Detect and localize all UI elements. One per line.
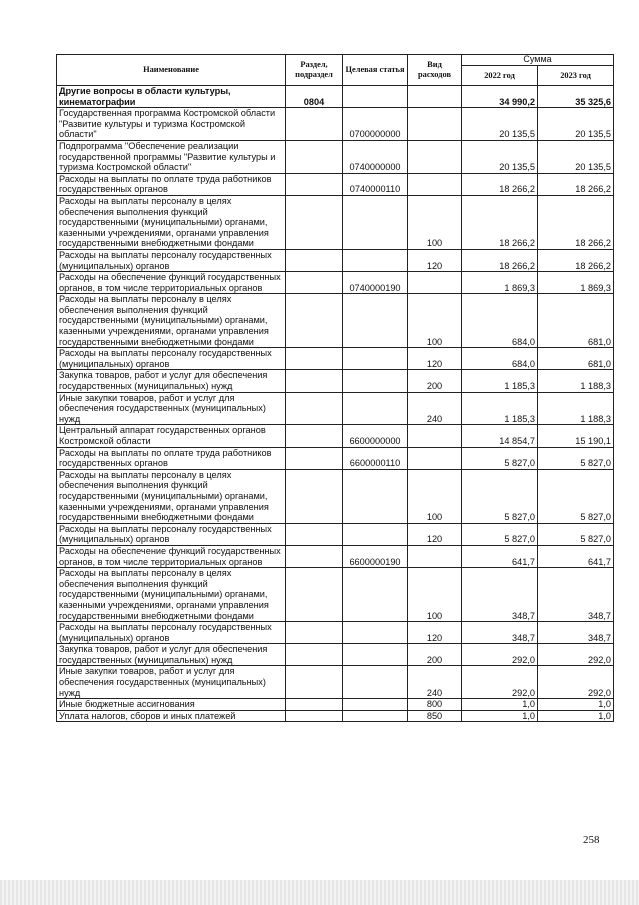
cell-vid [408,86,462,108]
cell-target [343,294,408,348]
cell-section [286,469,343,523]
cell-2022: 18 266,2 [462,249,538,271]
cell-section [286,545,343,567]
cell-name: Расходы на обеспечение функций государственных органов, в том числе территориальных органов [57,545,286,567]
cell-vid [408,108,462,141]
table-row [57,392,614,425]
cell-name: Расходы на выплаты персоналу в целях обеспечения выполнения функций государственными (муниципальными) органами, казенными учреждениями, органами управления государственными внебюджетными фондами [57,294,286,348]
cell-name: Расходы на выплаты персоналу в целях обеспечения выполнения функций государственными (муниципальными) органами, казенными учреждениями, органами управления государственными внебюджетными фондами [57,469,286,523]
cell-2022: 292,0 [462,644,538,666]
header-year-2022: 2022 год [462,66,538,86]
cell-vid [408,140,462,173]
cell-2023: 292,0 [538,666,614,699]
cell-target [343,392,408,425]
cell-section [286,195,343,249]
header-name: Наименование [57,55,286,86]
cell-section [286,622,343,644]
cell-target: 6600000190 [343,545,408,567]
table-row [57,699,614,711]
cell-name: Расходы на выплаты персоналу государственных (муниципальных) органов [57,249,286,271]
cell-name: Расходы на выплаты по оплате труда работников государственных органов [57,447,286,469]
cell-vid: 120 [408,622,462,644]
cell-name: Закупка товаров, работ и услуг для обеспечения государственных (муниципальных) нужд [57,370,286,392]
cell-2022: 684,0 [462,348,538,370]
cell-target: 6600000000 [343,425,408,447]
table-header [57,55,614,86]
cell-target [343,348,408,370]
cell-section [286,140,343,173]
cell-name: Иные бюджетные ассигнования [57,699,286,711]
cell-2023: 18 266,2 [538,173,614,195]
cell-target [343,370,408,392]
cell-2022: 641,7 [462,545,538,567]
cell-name: Расходы на выплаты персоналу государственных (муниципальных) органов [57,622,286,644]
table-row [57,425,614,447]
header-target: Целевая статья [343,55,408,86]
cell-target [343,622,408,644]
cell-name: Иные закупки товаров, работ и услуг для обеспечения государственных (муниципальных) нужд [57,666,286,699]
cell-target [343,469,408,523]
cell-section [286,447,343,469]
cell-vid: 240 [408,392,462,425]
cell-2022: 20 135,5 [462,140,538,173]
cell-2022: 18 266,2 [462,173,538,195]
cell-2023: 1,0 [538,699,614,711]
cell-2023: 1 188,3 [538,370,614,392]
cell-target [343,710,408,722]
cell-section [286,249,343,271]
cell-2022: 14 854,7 [462,425,538,447]
cell-name: Иные закупки товаров, работ и услуг для обеспечения государственных (муниципальных) нужд [57,392,286,425]
table-row [57,370,614,392]
cell-target [343,523,408,545]
table-row [57,348,614,370]
cell-vid: 100 [408,294,462,348]
cell-2022: 5 827,0 [462,469,538,523]
cell-2023: 681,0 [538,348,614,370]
cell-2022: 348,7 [462,622,538,644]
cell-2023: 5 827,0 [538,523,614,545]
cell-2022: 5 827,0 [462,447,538,469]
cell-name: Уплата налогов, сборов и иных платежей [57,710,286,722]
cell-vid: 120 [408,348,462,370]
table-body [57,86,614,722]
cell-2023: 1 188,3 [538,392,614,425]
cell-2023: 681,0 [538,294,614,348]
cell-section [286,568,343,622]
table-row [57,249,614,271]
cell-2022: 1 185,3 [462,392,538,425]
cell-section [286,710,343,722]
cell-section [286,425,343,447]
cell-2023: 5 827,0 [538,469,614,523]
cell-2023: 1,0 [538,710,614,722]
cell-section [286,392,343,425]
cell-2023: 348,7 [538,568,614,622]
cell-target: 6600000110 [343,447,408,469]
cell-2023: 641,7 [538,545,614,567]
table-row [57,195,614,249]
cell-vid [408,272,462,294]
cell-target [343,666,408,699]
table-row [57,173,614,195]
cell-2022: 1,0 [462,710,538,722]
cell-section [286,348,343,370]
cell-name: Другие вопросы в области культуры, кинематографии [57,86,286,108]
cell-name: Расходы на выплаты персоналу государственных (муниципальных) органов [57,523,286,545]
cell-name: Расходы на выплаты персоналу государственных (муниципальных) органов [57,348,286,370]
cell-section [286,294,343,348]
table-row [57,294,614,348]
header-sum: Сумма [462,55,614,66]
cell-2023: 20 135,5 [538,108,614,141]
cell-2022: 18 266,2 [462,195,538,249]
cell-name: Подпрограмма "Обеспечение реализации государственной программы "Развитие культуры и туризма Костромской области" [57,140,286,173]
cell-vid: 200 [408,370,462,392]
header-year-2023: 2023 год [538,66,614,86]
cell-2022: 20 135,5 [462,108,538,141]
cell-section [286,272,343,294]
cell-vid: 200 [408,644,462,666]
cell-name: Расходы на выплаты по оплате труда работников государственных органов [57,173,286,195]
cell-target [343,568,408,622]
cell-2022: 684,0 [462,294,538,348]
cell-target [343,644,408,666]
cell-name: Расходы на выплаты персоналу в целях обеспечения выполнения функций государственными (муниципальными) органами, казенными учреждениями, органами управления государственными внебюджетными фондами [57,568,286,622]
cell-name: Закупка товаров, работ и услуг для обеспечения государственных (муниципальных) нужд [57,644,286,666]
table-row [57,545,614,567]
cell-target [343,86,408,108]
cell-2023: 292,0 [538,644,614,666]
cell-vid: 120 [408,249,462,271]
cell-vid: 100 [408,195,462,249]
cell-section: 0804 [286,86,343,108]
table-row [57,666,614,699]
cell-vid [408,425,462,447]
header-vid: Вид расходов [408,55,462,86]
cell-2023: 1 869,3 [538,272,614,294]
cell-vid [408,447,462,469]
cell-section [286,173,343,195]
cell-section [286,523,343,545]
cell-name: Расходы на обеспечение функций государственных органов, в том числе территориальных органов [57,272,286,294]
cell-section [286,699,343,711]
table-row [57,272,614,294]
cell-vid [408,173,462,195]
cell-2023: 18 266,2 [538,195,614,249]
table-row [57,86,614,108]
cell-2022: 292,0 [462,666,538,699]
table-row [57,622,614,644]
cell-vid: 800 [408,699,462,711]
cell-vid: 120 [408,523,462,545]
cell-section [286,644,343,666]
cell-vid: 100 [408,568,462,622]
cell-2023: 15 190,1 [538,425,614,447]
cell-2022: 1 185,3 [462,370,538,392]
table-row [57,140,614,173]
cell-section [286,666,343,699]
cell-vid [408,545,462,567]
cell-target [343,699,408,711]
header-section: Раздел, подраздел [286,55,343,86]
cell-2023: 35 325,6 [538,86,614,108]
cell-2023: 18 266,2 [538,249,614,271]
table-row [57,108,614,141]
cell-2022: 1,0 [462,699,538,711]
table-row [57,644,614,666]
cell-target: 0740000190 [343,272,408,294]
cell-vid: 240 [408,666,462,699]
cell-2022: 5 827,0 [462,523,538,545]
cell-2023: 5 827,0 [538,447,614,469]
table-row [57,469,614,523]
table-row [57,447,614,469]
cell-name: Центральный аппарат государственных органов Костромской области [57,425,286,447]
cell-target [343,195,408,249]
cell-2022: 1 869,3 [462,272,538,294]
cell-section [286,108,343,141]
cell-target: 0700000000 [343,108,408,141]
cell-2023: 348,7 [538,622,614,644]
cell-target: 0740000000 [343,140,408,173]
cell-name: Государственная программа Костромской области "Развитие культуры и туризма Костромской области" [57,108,286,141]
cell-target [343,249,408,271]
table-row [57,568,614,622]
cell-2022: 34 990,2 [462,86,538,108]
cell-vid: 100 [408,469,462,523]
cell-2023: 20 135,5 [538,140,614,173]
budget-table [56,54,614,722]
cell-2022: 348,7 [462,568,538,622]
table-row [57,710,614,722]
cell-vid: 850 [408,710,462,722]
cell-target: 0740000110 [343,173,408,195]
scan-footer-band [0,880,639,905]
page-number: 258 [583,834,600,846]
table-row [57,523,614,545]
cell-section [286,370,343,392]
cell-name: Расходы на выплаты персоналу в целях обеспечения выполнения функций государственными (муниципальными) органами, казенными учреждениями, органами управления государственными внебюджетными фондами [57,195,286,249]
